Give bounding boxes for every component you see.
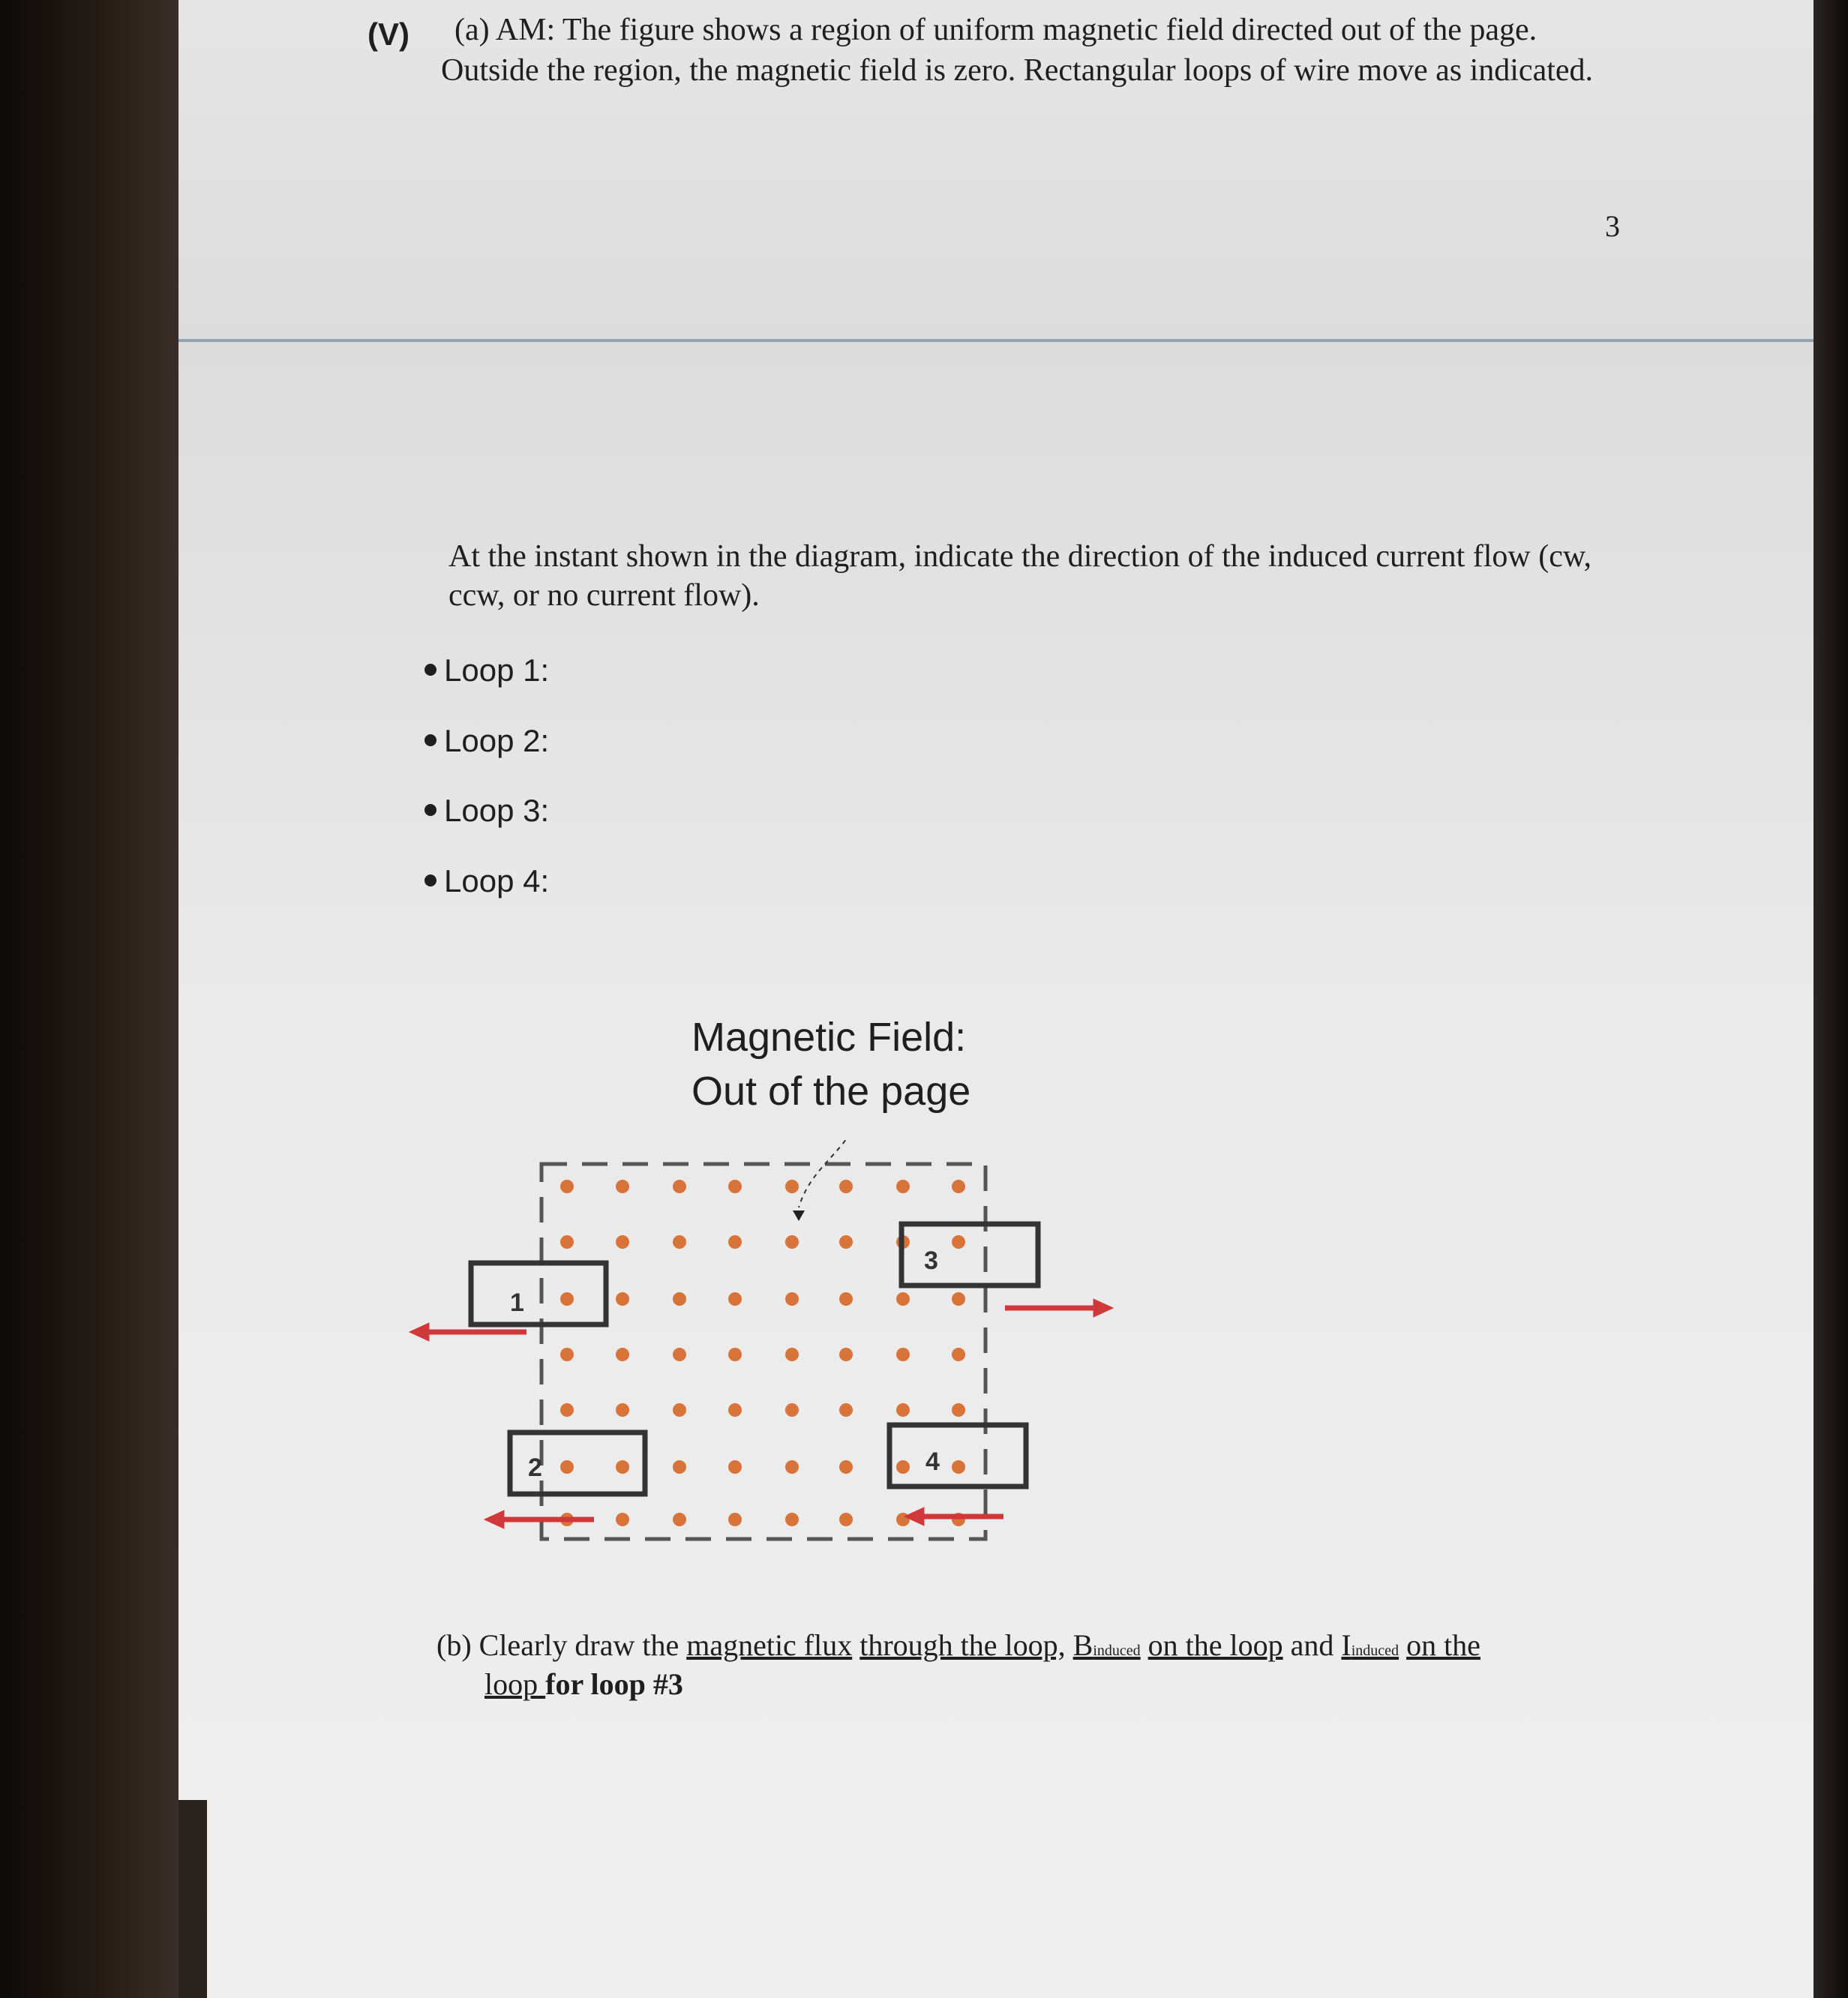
field-title-line-2: Out of the page <box>692 1069 971 1114</box>
field-dot <box>673 1348 686 1361</box>
page-number: 3 <box>1605 209 1620 243</box>
instruction-line-1: At the instant shown in the diagram, indicate the direction of the induced current flow (cw, <box>448 539 1592 574</box>
field-dot <box>728 1403 742 1417</box>
field-dot <box>560 1403 574 1417</box>
loop-label: Loop 3: <box>444 793 550 828</box>
field-dot <box>839 1460 853 1474</box>
field-dot <box>728 1180 742 1193</box>
field-dot <box>839 1348 853 1361</box>
field-dots <box>560 1180 965 1526</box>
loop-4-number: 4 <box>926 1448 940 1476</box>
field-pointer-line <box>799 1140 855 1208</box>
field-dot <box>728 1235 742 1249</box>
part-a-line-1: (a) AM: The figure shows a region of uniform magnetic field directed out of the page. <box>454 13 1538 47</box>
part-b-on-the: on the <box>1406 1628 1480 1662</box>
part-b-flux: magnetic flux <box>686 1628 853 1662</box>
field-dot <box>952 1235 965 1249</box>
loop-2-velocity-arrowhead <box>484 1510 504 1528</box>
field-dot <box>952 1403 965 1417</box>
loop-1-rectangle <box>471 1263 606 1324</box>
part-b-b-induced <box>1073 1628 1141 1662</box>
field-region-boundary <box>542 1164 986 1539</box>
field-dot <box>673 1513 686 1526</box>
field-dot <box>785 1292 799 1306</box>
part-b-loop-3: for loop #3 <box>545 1667 683 1701</box>
list-item-loop-1 <box>424 652 549 688</box>
field-dot <box>785 1235 799 1249</box>
loop-label: Loop 2: <box>444 723 550 758</box>
field-dot <box>616 1235 629 1249</box>
field-dot <box>673 1403 686 1417</box>
field-dot <box>952 1180 965 1193</box>
field-dot <box>785 1180 799 1193</box>
screen-bezel-left <box>0 0 180 1998</box>
field-pointer-arrowhead <box>793 1210 805 1221</box>
page-upper-section <box>178 0 1814 341</box>
field-dot <box>616 1180 629 1193</box>
field-dot <box>616 1513 629 1526</box>
loop-1-number: 1 <box>510 1288 524 1317</box>
part-b-loop-word: loop <box>484 1667 546 1701</box>
part-b-through: through the loop, <box>860 1628 1066 1662</box>
part-b-and: and <box>1282 1628 1342 1662</box>
list-item-loop-4 <box>424 863 549 899</box>
field-dot <box>952 1348 965 1361</box>
field-dot <box>785 1403 799 1417</box>
list-item-loop-3 <box>424 793 549 829</box>
loop-4-rectangle <box>890 1425 1026 1486</box>
part-b-prefix: (b) Clearly draw the <box>436 1628 687 1662</box>
b-subscript: induced <box>1093 1642 1141 1659</box>
field-dot <box>896 1180 910 1193</box>
field-dot <box>616 1460 629 1474</box>
field-dot <box>896 1348 910 1361</box>
field-dot <box>728 1460 742 1474</box>
field-dot <box>839 1292 853 1306</box>
field-dot <box>896 1403 910 1417</box>
shadow-strip <box>178 1800 207 1998</box>
field-title-line-1: Magnetic Field: <box>692 1015 967 1060</box>
field-dot <box>896 1460 910 1474</box>
loop-1-velocity-arrowhead <box>410 1323 429 1341</box>
bullet-icon <box>424 664 436 676</box>
field-dot <box>673 1180 686 1193</box>
i-symbol: I <box>1341 1628 1352 1662</box>
instruction-line-2: ccw, or no current flow). <box>448 578 760 613</box>
problem-label: (V) <box>368 16 410 52</box>
field-dot <box>560 1235 574 1249</box>
field-dot <box>952 1292 965 1306</box>
field-dot <box>839 1235 853 1249</box>
field-dot <box>728 1292 742 1306</box>
field-dot <box>728 1513 742 1526</box>
field-dot <box>839 1180 853 1193</box>
field-dot <box>673 1292 686 1306</box>
field-dot <box>616 1348 629 1361</box>
field-dot <box>560 1460 574 1474</box>
field-dot <box>560 1292 574 1306</box>
loop-3-velocity-arrowhead <box>1094 1299 1113 1317</box>
bullet-icon <box>424 734 436 746</box>
field-dot <box>896 1292 910 1306</box>
field-dot <box>673 1235 686 1249</box>
field-dot <box>616 1292 629 1306</box>
field-dot <box>616 1403 629 1417</box>
field-dot <box>952 1460 965 1474</box>
field-dot <box>560 1348 574 1361</box>
b-symbol: B <box>1072 1628 1094 1662</box>
bullet-icon <box>424 874 436 886</box>
part-b-line-2 <box>484 1666 683 1702</box>
loop-3-number: 3 <box>924 1246 938 1275</box>
magnetic-field-diagram <box>390 1140 1140 1560</box>
i-subscript: induced <box>1351 1642 1400 1659</box>
field-dot <box>728 1348 742 1361</box>
part-b-line-1 <box>436 1628 1480 1663</box>
loop-2-number: 2 <box>528 1454 542 1482</box>
field-dot <box>560 1180 574 1193</box>
part-b-i-induced <box>1341 1628 1399 1662</box>
loop-3-rectangle <box>902 1224 1038 1286</box>
field-dot <box>839 1403 853 1417</box>
loop-label: Loop 4: <box>444 863 550 898</box>
field-dot <box>785 1513 799 1526</box>
bullet-icon <box>424 804 436 816</box>
part-b-on-loop: on the loop <box>1148 1628 1283 1662</box>
field-dot <box>785 1348 799 1361</box>
field-dot <box>673 1460 686 1474</box>
part-a-line-2: Outside the region, the magnetic field is zero. Rectangular loops of wire move as indicated. <box>441 53 1594 88</box>
list-item-loop-2 <box>424 723 549 759</box>
loop-label: Loop 1: <box>444 652 550 688</box>
field-dot <box>785 1460 799 1474</box>
field-dot <box>839 1513 853 1526</box>
